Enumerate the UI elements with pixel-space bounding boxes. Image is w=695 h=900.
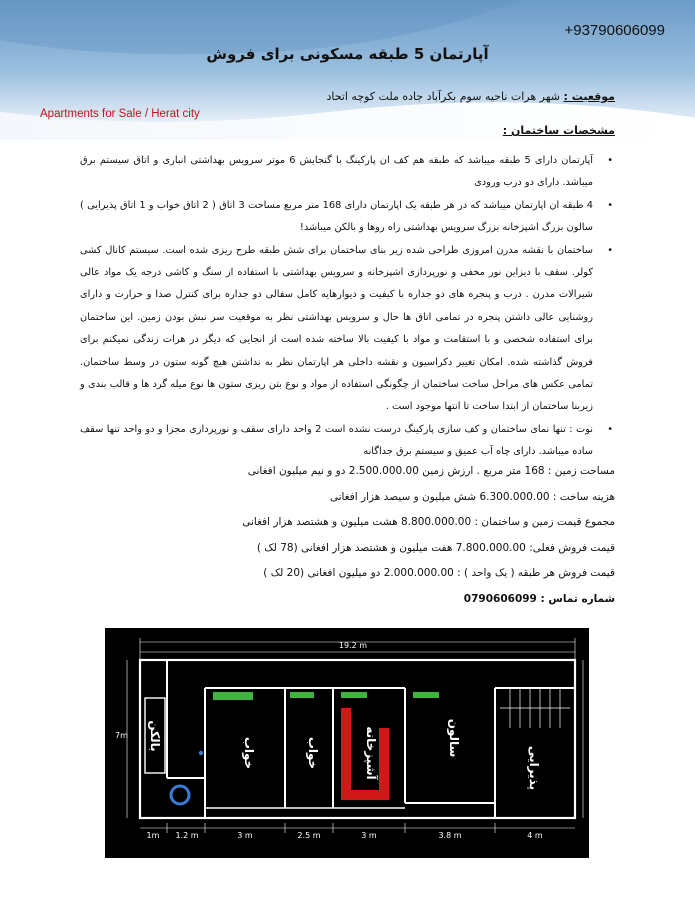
bullet-text: نوت : تنها نمای ساختمان و کف سازی پارکینگ درست نشده است 2 واحد دارای سقف و نورپردازی مجزا و دو واحد تنها سقف ساده میباشد. دارای چاه آب عمیق و سیستم برق جداگانه [80,423,594,458]
english-title: Apartments for Sale / Herat city [40,108,200,120]
list-item: • نوت : تنها نمای ساختمان و کف سازی پارکینگ درست نشده است 2 واحد دارای سقف و نورپردازی مجزا و دو واحد تنها سقف ساده میباشد. دارای چاه آب عمیق و سیستم برق جداگانه [80,423,613,458]
unit-price-line: قیمت فروش هر طبقه ( یک واحد ) : 2.000.000.00 دو میلیون افغانی (20 لک ) [263,567,615,580]
bullet-text: 4 طبقه ان اپارتمان میباشد که در هر طبقه یک اپارتمان دارای 168 متر مربع مساحت 3 اتاق ( 2 اتاق خواب و 1 اتاق پذیرایی ) سالون بزرگ اشپزخانه بزرگ سرویس بهداشتی راه روها و بالکن میباشد! [80,199,593,234]
room-label-reception: پذیرایی [527,745,541,791]
list-item: • آپارتمان دارای 5 طبقه میباشد که طبقه هم کف ان پارکینگ با گنجایش 6 موتر سرویس بهداشتی انباری و اتاق سیستم برق میباشد. دارای دو درب ورودی [80,155,613,189]
room-label-bedroom-1: خواب [242,736,256,770]
list-item: • ساختمان با نقشه مدرن امروزی طراحی شده زیر بنای ساختمان برای شش طبقه طرح ریزی شده است. سیستم کانال کشی کولر. سقف با دیزاین نور مخفی و نورپردازی اشپزخانه و سرویس بهداشتی با استفاده از سنگ و کاشی درجه یک مواد عالی شیرالات مدرن . درب و پنجره های دو جداره با کیفیت و دیوارهایه کامل سفالی دو جداره برای کنترل صدا و حرارت و دارای روشنایی عالی داشتن پنجره در تمامی اتاق ها حال و سرویس بهداشتی نظر به موقعیت سر نبش بودن زمین. این ساختمان برای استفاده شخصی و با استقامت و مواد با کیفیت بالا ساخته شده است از انجایی که دیگر در هرات زندگی نمیکنم برای فروش گذاشته شده. امکان تغییر دکراسیون و نقشه داخلی هر اپارتمان نظر به نداشتن هیچ گونه ستون در وسط ساختمان. تمامی عکس های مراحل ساخت ساختمان از چگونگی استفاده از مواد و نوع بتن ریزی ستون ها نوع میله گرد ها و قالب بندی و زیربنا ساختمان از ابتدا ساخت تا انتها موجود است . [80,244,613,413]
construction-cost-line: هزینه ساخت : 6.300.000.00 شش میلیون و سیصد هزار افغانی [329,490,615,503]
dimension-1-2m-label: 1.2 m [175,831,199,840]
dimension-3m-a-label: 3 m [237,831,253,840]
location-label: موقعیت : [563,90,615,103]
location-text: شهر هرات ناحیه سوم بکرآباد جاده ملت کوچه اتحاد [326,90,561,103]
bullet-text: آپارتمان دارای 5 طبقه میباشد که طبقه هم کف ان پارکینگ با گنجایش 6 موتر سرویس بهداشتی انباری و اتاق سیستم برق میباشد. دارای دو درب ورودی [80,155,593,189]
dimension-1m-label: 1m [146,831,160,840]
floor-plan-drawing [105,628,589,858]
room-label-salon: سالون [447,718,461,758]
dimension-side-label: 7m [115,731,128,740]
room-label-kitchen: آشپزخانه [364,726,378,780]
bullet-text: ساختمان با نقشه مدرن امروزی طراحی شده زیر بنای ساختمان برای شش طبقه طرح ریزی شده است. سیستم کانال کشی کولر. سقف با دیزاین نور مخفی و نورپردازی اشپزخانه و سرویس بهداشتی با استفاده از سنگ و کاشی درجه یک مواد عالی شیرالات مدرن . درب و پنجره های دو جداره با کیفیت و دیوارهایه کامل سفالی دو جداره برای کنترل صدا و حرارت و دارای روشنایی عالی داشتن پنجره در تمامی اتاق ها حال و سرویس بهداشتی نظر به موقعیت سر نبش بودن زمین. این ساختمان برای استفاده شخصی و با استقامت و مواد با کیفیت بالا ساخته شده است از انجایی که دیگر در هرات زندگی نمیکنم برای فروش گذاشته شده. امکان تغییر دکراسیون و نقشه داخلی هر اپارتمان نظر به نداشتن هیچ گونه ستون در وسط ساختمان. تمامی عکس های مراحل ساخت ساختمان از چگونگی استفاده از مواد و نوع بتن ریزی ستون ها نوع میله گرد ها و قالب بندی و زیربنا ساختمان از ابتدا ساخت تا انتها موجود است . [80,244,593,413]
specs-list [80,150,615,464]
price-section [242,465,615,619]
page-title: آپارتمان 5 طبقه مسکونی برای فروش [206,45,489,63]
list-item: • 4 طبقه ان اپارتمان میباشد که در هر طبقه یک اپارتمان دارای 168 متر مربع مساحت 3 اتاق ( 2 اتاق خواب و 1 اتاق پذیرایی ) سالون بزرگ اشپزخانه بزرگ سرویس بهداشتی راه روها و بالکن میباشد! [80,199,613,234]
specs-heading: مشخصات ساختمان : [502,124,615,137]
sale-price-line: قیمت فروش فعلی: 7.800.000.00 هفت میلیون و هشتصد هزار افغانی (78 لک ) [256,541,615,554]
room-label-balcony: بالکن [148,720,162,752]
location-line [326,90,615,103]
land-area-line: مساحت زمین : 168 متر مربع . ارزش زمین 2.500.000.00 دو و نیم میلیون افغانی [247,465,615,477]
floor-plan [105,628,589,858]
phone-number: +93790606099 [564,22,665,39]
dimension-2-5m-label: 2.5 m [297,831,321,840]
dimension-3-8m-label: 3.8 m [438,831,462,840]
dimension-4m-label: 4 m [527,831,543,840]
contact-line: شماره تماس : 0790606099 [463,592,615,605]
dimension-3m-b-label: 3 m [361,831,377,840]
total-value-line: مجموع قیمت زمین و ساختمان : 8.800.000.00 هشت میلیون و هشتصد هزار افغانی [242,516,615,529]
dimension-top-label: 19.2 m [338,641,368,650]
room-label-bedroom-2: خواب [306,736,320,770]
